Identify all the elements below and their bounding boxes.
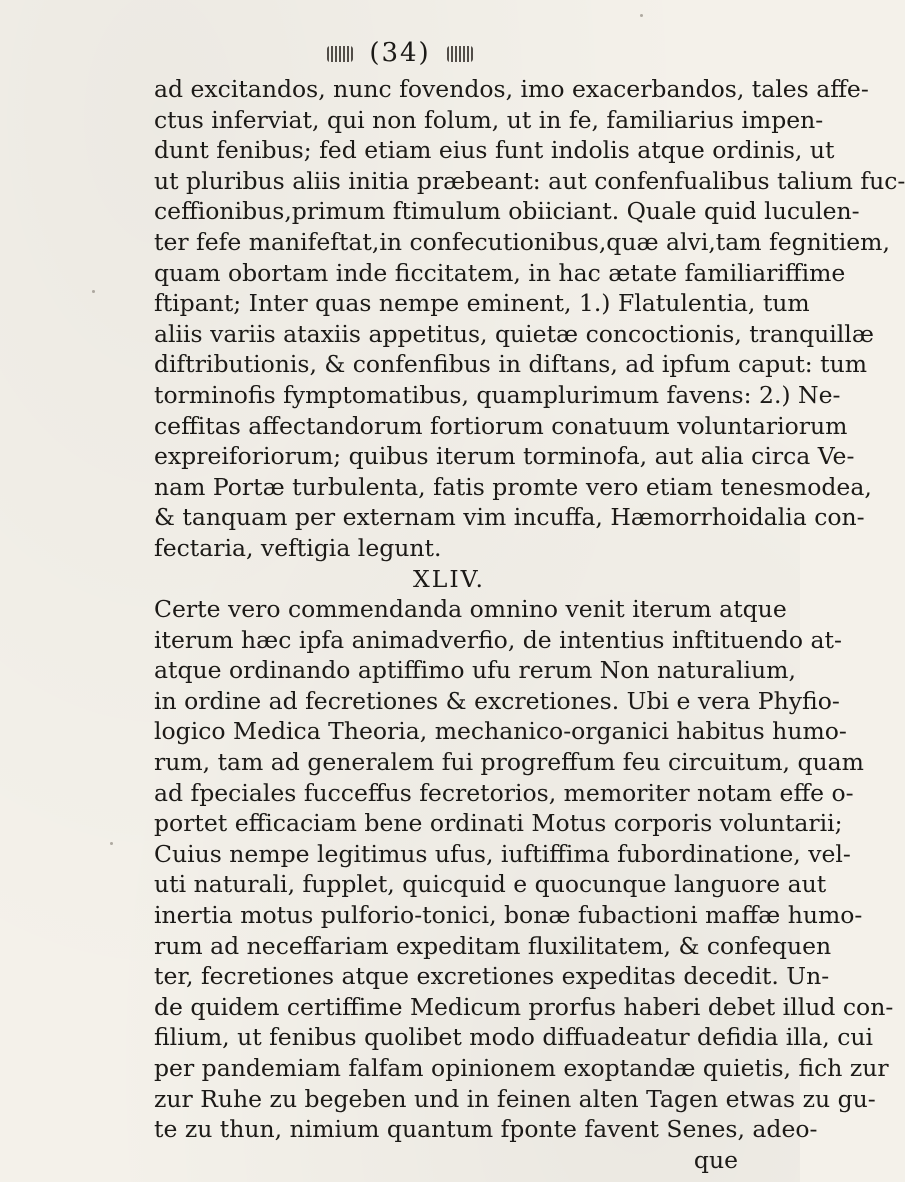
- text-line: aliis variis ataxiis appetitus, quietæ concoctionis, tranquillæ: [154, 319, 874, 348]
- catchword: que: [693, 1145, 738, 1174]
- paper-speck: [92, 290, 95, 293]
- text-line: zur Ruhe zu begeben und in feinen alten Tagen etwas zu gu-: [154, 1084, 876, 1113]
- text-line: expreiforiorum; quibus iterum torminofa, aut alia circa Ve-: [154, 442, 855, 471]
- text-line: ceffitas affectandorum fortiorum conatuum voluntariorum: [154, 411, 848, 440]
- text-line: quam obortam inde ficcitatem, in hac ætate familiariffime: [154, 258, 846, 287]
- text-line: ctus inferviat, qui non folum, ut in fe, familiarius impen-: [154, 105, 824, 134]
- text-line: ut pluribus aliis initia præbeant: aut confenfualibus talium fuc-: [154, 166, 905, 195]
- text-line: ter fefe manifeftat,in confecutionibus,quæ alvi,tam fegnitiem,: [154, 227, 890, 256]
- text-line: torminofis fymptomatibus, quamplurimum favens: 2.) Ne-: [154, 380, 841, 409]
- text-line: inertia motus pulforio-tonici, bonæ fubactioni maffæ humo-: [154, 901, 863, 930]
- ornament-right-icon: [447, 46, 473, 62]
- text-line: de quidem certiffime Medicum prorfus haberi debet illud con-: [154, 992, 894, 1021]
- text-line: diftributionis, & confenfibus in diftans, ad ipfum caput: tum: [154, 350, 868, 379]
- text-line: ftipant; Inter quas nempe eminent, 1.) Flatulentia, tum: [154, 289, 810, 318]
- text-line: rum ad neceffariam expeditam fluxilitatem, & confequen: [154, 931, 832, 960]
- text-line: filium, ut fenibus quolibet modo diffuadeatur defidia illa, cui: [154, 1023, 874, 1052]
- text-line: logico Medica Theoria, mechanico-organici habitus humo-: [154, 717, 847, 746]
- text-line: ceffionibus,primum ftimulum obiiciant. Quale quid luculen-: [154, 197, 860, 226]
- text-line: dunt fenibus; fed etiam eius funt indolis atque ordinis, ut: [154, 136, 835, 165]
- ornament-left-icon: [327, 46, 353, 62]
- page-header: [0, 36, 800, 70]
- text-line: ad excitandos, nunc fovendos, imo exacerbandos, tales affe-: [154, 75, 869, 103]
- text-line: atque ordinando aptiffimo ufu rerum Non naturalium,: [154, 656, 796, 685]
- text-line: Certe vero commendanda omnino venit iterum atque: [154, 595, 787, 624]
- text-line: portet efficaciam bene ordinati Motus corporis voluntarii;: [154, 809, 843, 838]
- text-line: uti naturali, fupplet, quicquid e quocunque languore aut: [154, 870, 827, 899]
- text-line: nam Portæ turbulenta, fatis promte vero etiam tenesmodea,: [154, 472, 872, 501]
- section-number: XLIV.: [413, 564, 485, 593]
- page-number: (34): [369, 38, 431, 68]
- body-text: [154, 74, 905, 1175]
- paper-speck: [640, 14, 643, 17]
- text-line: ter, fecretiones atque excretiones expeditas decedit. Un-: [154, 962, 830, 991]
- text-line: fectaria, veftigia legunt.: [154, 533, 442, 562]
- text-line: iterum hæc ipfa animadverfio, de intentius inftituendo at-: [154, 625, 842, 654]
- text-line: ad fpeciales fucceffus fecretorios, memoriter notam effe o-: [154, 778, 854, 807]
- text-line: te zu thun, nimium quantum fponte favent Senes, adeo-: [154, 1115, 818, 1144]
- text-line: in ordine ad fecretiones & excretiones. Ubi e vera Phyfio-: [154, 686, 840, 715]
- text-line: rum, tam ad generalem fui progreffum feu circuitum, quam: [154, 748, 864, 777]
- text-line: Cuius nempe legitimus ufus, iuftiffima fubordinatione, vel-: [154, 839, 851, 868]
- text-line: per pandemiam falfam opinionem exoptandæ quietis, fich zur: [154, 1054, 889, 1082]
- paper-speck: [110, 842, 113, 845]
- text-line: & tanquam per externam vim incuffa, Hæmorrhoidalia con-: [154, 503, 865, 532]
